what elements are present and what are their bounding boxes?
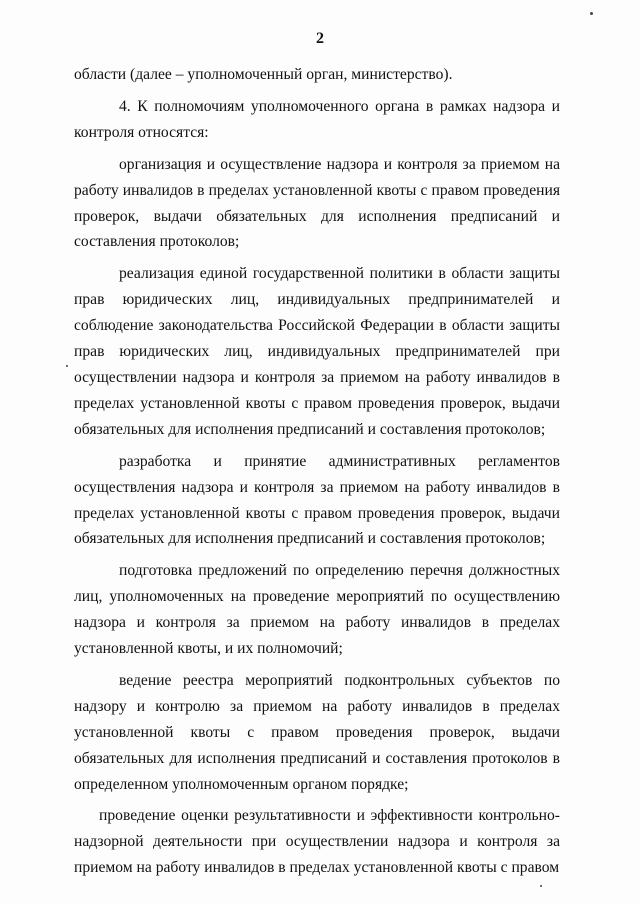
paragraph-item-regulations: разработка и принятие административных регламентов осуществления надзора и контроля за приемом на работу инвалидов в пределах установленной квоты с правом проведения проверок, выдачи обязательных для исполнения предписаний и составления протоколов; xyxy=(74,452,560,548)
scan-speck-top-right xyxy=(590,12,593,15)
paragraph-item-registry: ведение реестра мероприятий подконтрольных субъектов по надзору и контролю за приемом на работу инвалидов в пределах установленной квоты с правом проведения проверок, выдачи обязательных для исполнения предписаний и составления протоколов в определенном уполномоченным органом порядке; xyxy=(74,671,560,793)
page-number: 2 xyxy=(316,30,324,47)
paragraph-item-officials: подготовка предложений по определению перечня должностных лиц, уполномоченных на проведение мероприятий по осуществлению надзора и контроля за приемом на работу инвалидов в пределах установленной квоты, и их полномочий; xyxy=(74,562,560,658)
document-body xyxy=(74,62,560,881)
paragraph-clause-4: 4. К полномочиям уполномоченного органа в рамках надзора и контроля относятся: xyxy=(74,97,560,141)
paragraph-item-evaluation: проведение оценки результативности и эффективности контрольно-надзорной деятельности при осуществлении надзора и контроля за приемом на работу инвалидов в пределах установленной квоты с правом xyxy=(74,807,560,877)
scan-speck-bottom-right xyxy=(540,885,542,887)
paragraph-item-organization: организация и осуществление надзора и контроля за приемом на работу инвалидов в пределах установленной квоты с правом проведения проверок, выдачи обязательных для исполнения предписаний и составления протоколов; xyxy=(74,155,560,251)
paragraph-item-policy: реализация единой государственной политики в области защиты прав юридических лиц, индивидуальных предпринимателей и соблюдение законодательства Российской Федерации в области защиты прав юридических лиц, индивидуальных предпринимателей при осуществлении надзора и контроля за приемом на работу инвалидов в пределах установленной квоты с правом проведения проверок, выдачи обязательных для исполнения предписаний и составления протоколов; xyxy=(74,265,560,438)
paragraph-continuation: области (далее – уполномоченный орган, министерство). xyxy=(74,66,453,83)
scan-speck-left xyxy=(66,365,68,367)
